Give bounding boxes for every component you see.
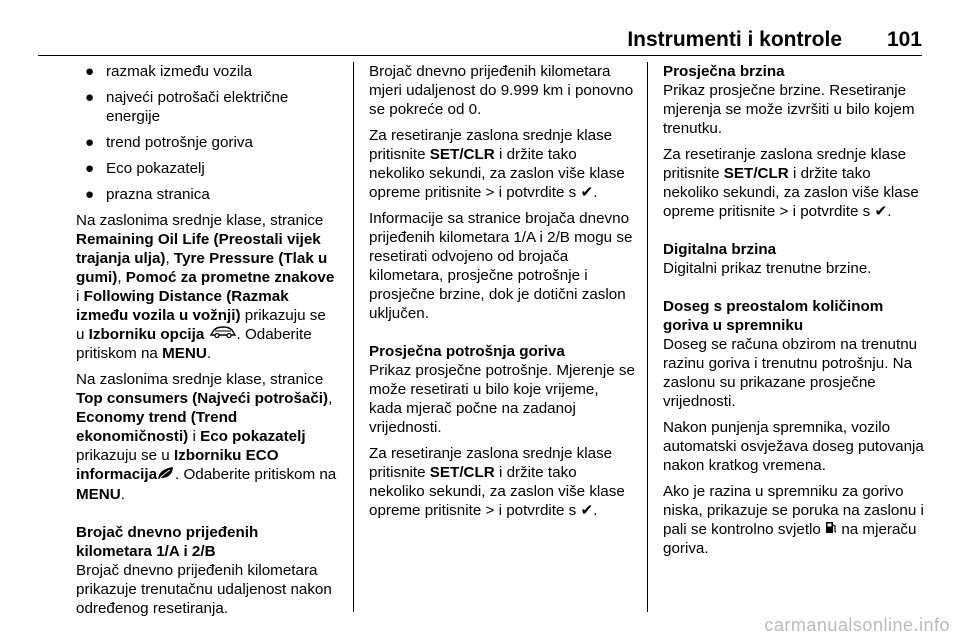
paragraph: Digitalni prikaz trenutne brzine. [663,260,872,277]
paragraph: Nakon punjenja spremnika, vozilo automatski osvježava doseg putovanja nakon kratkog vremena. [663,419,924,474]
paragraph: Na zaslonima srednje klase, stranice Remaining Oil Life (Preostali vijek trajanja ulja), Tyre Pressure (Tlak u gumi), Pomoć za prometne znakove i Following Distance (Razmak između vozila u vožnji) prikazuju se u Izborniku opcija . Odaberite pritiskom na MENU. [76,212,335,363]
watermark: carmanualsonline.info [764,615,950,635]
paragraph: Za resetiranje zaslona srednje klase pritisnite SET/CLR i držite tako nekoliko sekundi, za zaslon više klase opreme pritisnite > i potvrdite s ✔. [369,127,625,201]
fuel-pump-icon [825,520,837,539]
chevron-right-icon: > [485,502,495,519]
column-3 [663,62,925,565]
list-item: ● najveći potrošači električne energije [85,89,289,125]
check-icon: ✔ [580,502,594,519]
column-divider-2 [647,62,648,612]
paragraph: Prikaz prosječne potrošnje. Mjerenje se može resetirati u bilo koje vrijeme, kada mjerač počne na zadanoj vrijednosti. [369,362,635,436]
column-2 [369,62,635,527]
paragraph: Na zaslonima srednje klase, stranice Top consumers (Najveći potrošači), Economy trend (Trend ekonomičnosti) i Eco pokazatelj prikazuju se u Izborniku ECO informacija . Odaberite pritiskom na MENU. [76,371,337,503]
paragraph: Informacije sa stranice brojača dnevno prijeđenih kilometara 1/A i 2/B mogu se resetirati odvojeno od brojača kilometara, prosječne potrošnje i prosječne brzine, dok je dotični zaslon uključen. [369,210,633,322]
eco-leaf-icon [157,466,175,485]
section-heading: Brojač dnevno prijeđenih kilometara 1/A i 2/B [76,523,259,560]
car-options-icon [209,325,237,344]
list-item: ● Eco pokazatelj [85,160,205,177]
list-item: ● prazna stranica [85,186,210,203]
page-number: 101 [886,28,922,51]
list-item: ● razmak između vozila [85,63,253,80]
check-icon: ✔ [874,203,888,220]
column-1 [76,62,338,625]
paragraph: Doseg se računa obzirom na trenutnu razinu goriva i trenutnu potrošnju. Na zaslonu su prikazane prosječne vrijednosti. [663,336,918,410]
header-rule [38,55,922,56]
paragraph: Prikaz prosječne brzine. Resetiranje mjerenja se može izvršiti u bilo kojem trenutku. [663,82,915,137]
paragraph: Ako je razina u spremniku za gorivo niska, prikazuje se poruka na zaslonu i pali se kontrolno svjetlo na mjeraču goriva. [663,483,924,558]
paragraph: Brojač dnevno prijeđenih kilometara prikazuje trenutačnu udaljenost nakon određenog resetiranja. [76,561,332,617]
paragraph: Brojač dnevno prijeđenih kilometara mjeri udaljenost do 9.999 km i ponovno se pokreće od 0. [369,63,634,118]
chevron-right-icon: > [779,203,789,220]
bullet-list [76,62,338,204]
section-heading: Digitalna brzina [663,241,777,258]
column-divider-1 [353,62,354,612]
section-heading: Prosječna brzina [663,63,785,80]
section-heading: Prosječna potrošnja goriva [369,343,565,360]
chevron-right-icon: > [485,184,495,201]
paragraph: Za resetiranje zaslona srednje klase pritisnite SET/CLR i držite tako nekoliko sekundi, za zaslon više klase opreme pritisnite > i potvrdite s ✔. [663,146,919,220]
check-icon: ✔ [580,184,594,201]
page-header [38,24,922,54]
paragraph: Za resetiranje zaslona srednje klase pritisnite SET/CLR i držite tako nekoliko sekundi, za zaslon više klase opreme pritisnite > i potvrdite s ✔. [369,445,625,519]
header-title: Instrumenti i kontrole [627,28,842,51]
section-heading: Doseg s preostalom količinom goriva u spremniku [663,298,884,334]
list-item: ● trend potrošnje goriva [85,134,253,151]
